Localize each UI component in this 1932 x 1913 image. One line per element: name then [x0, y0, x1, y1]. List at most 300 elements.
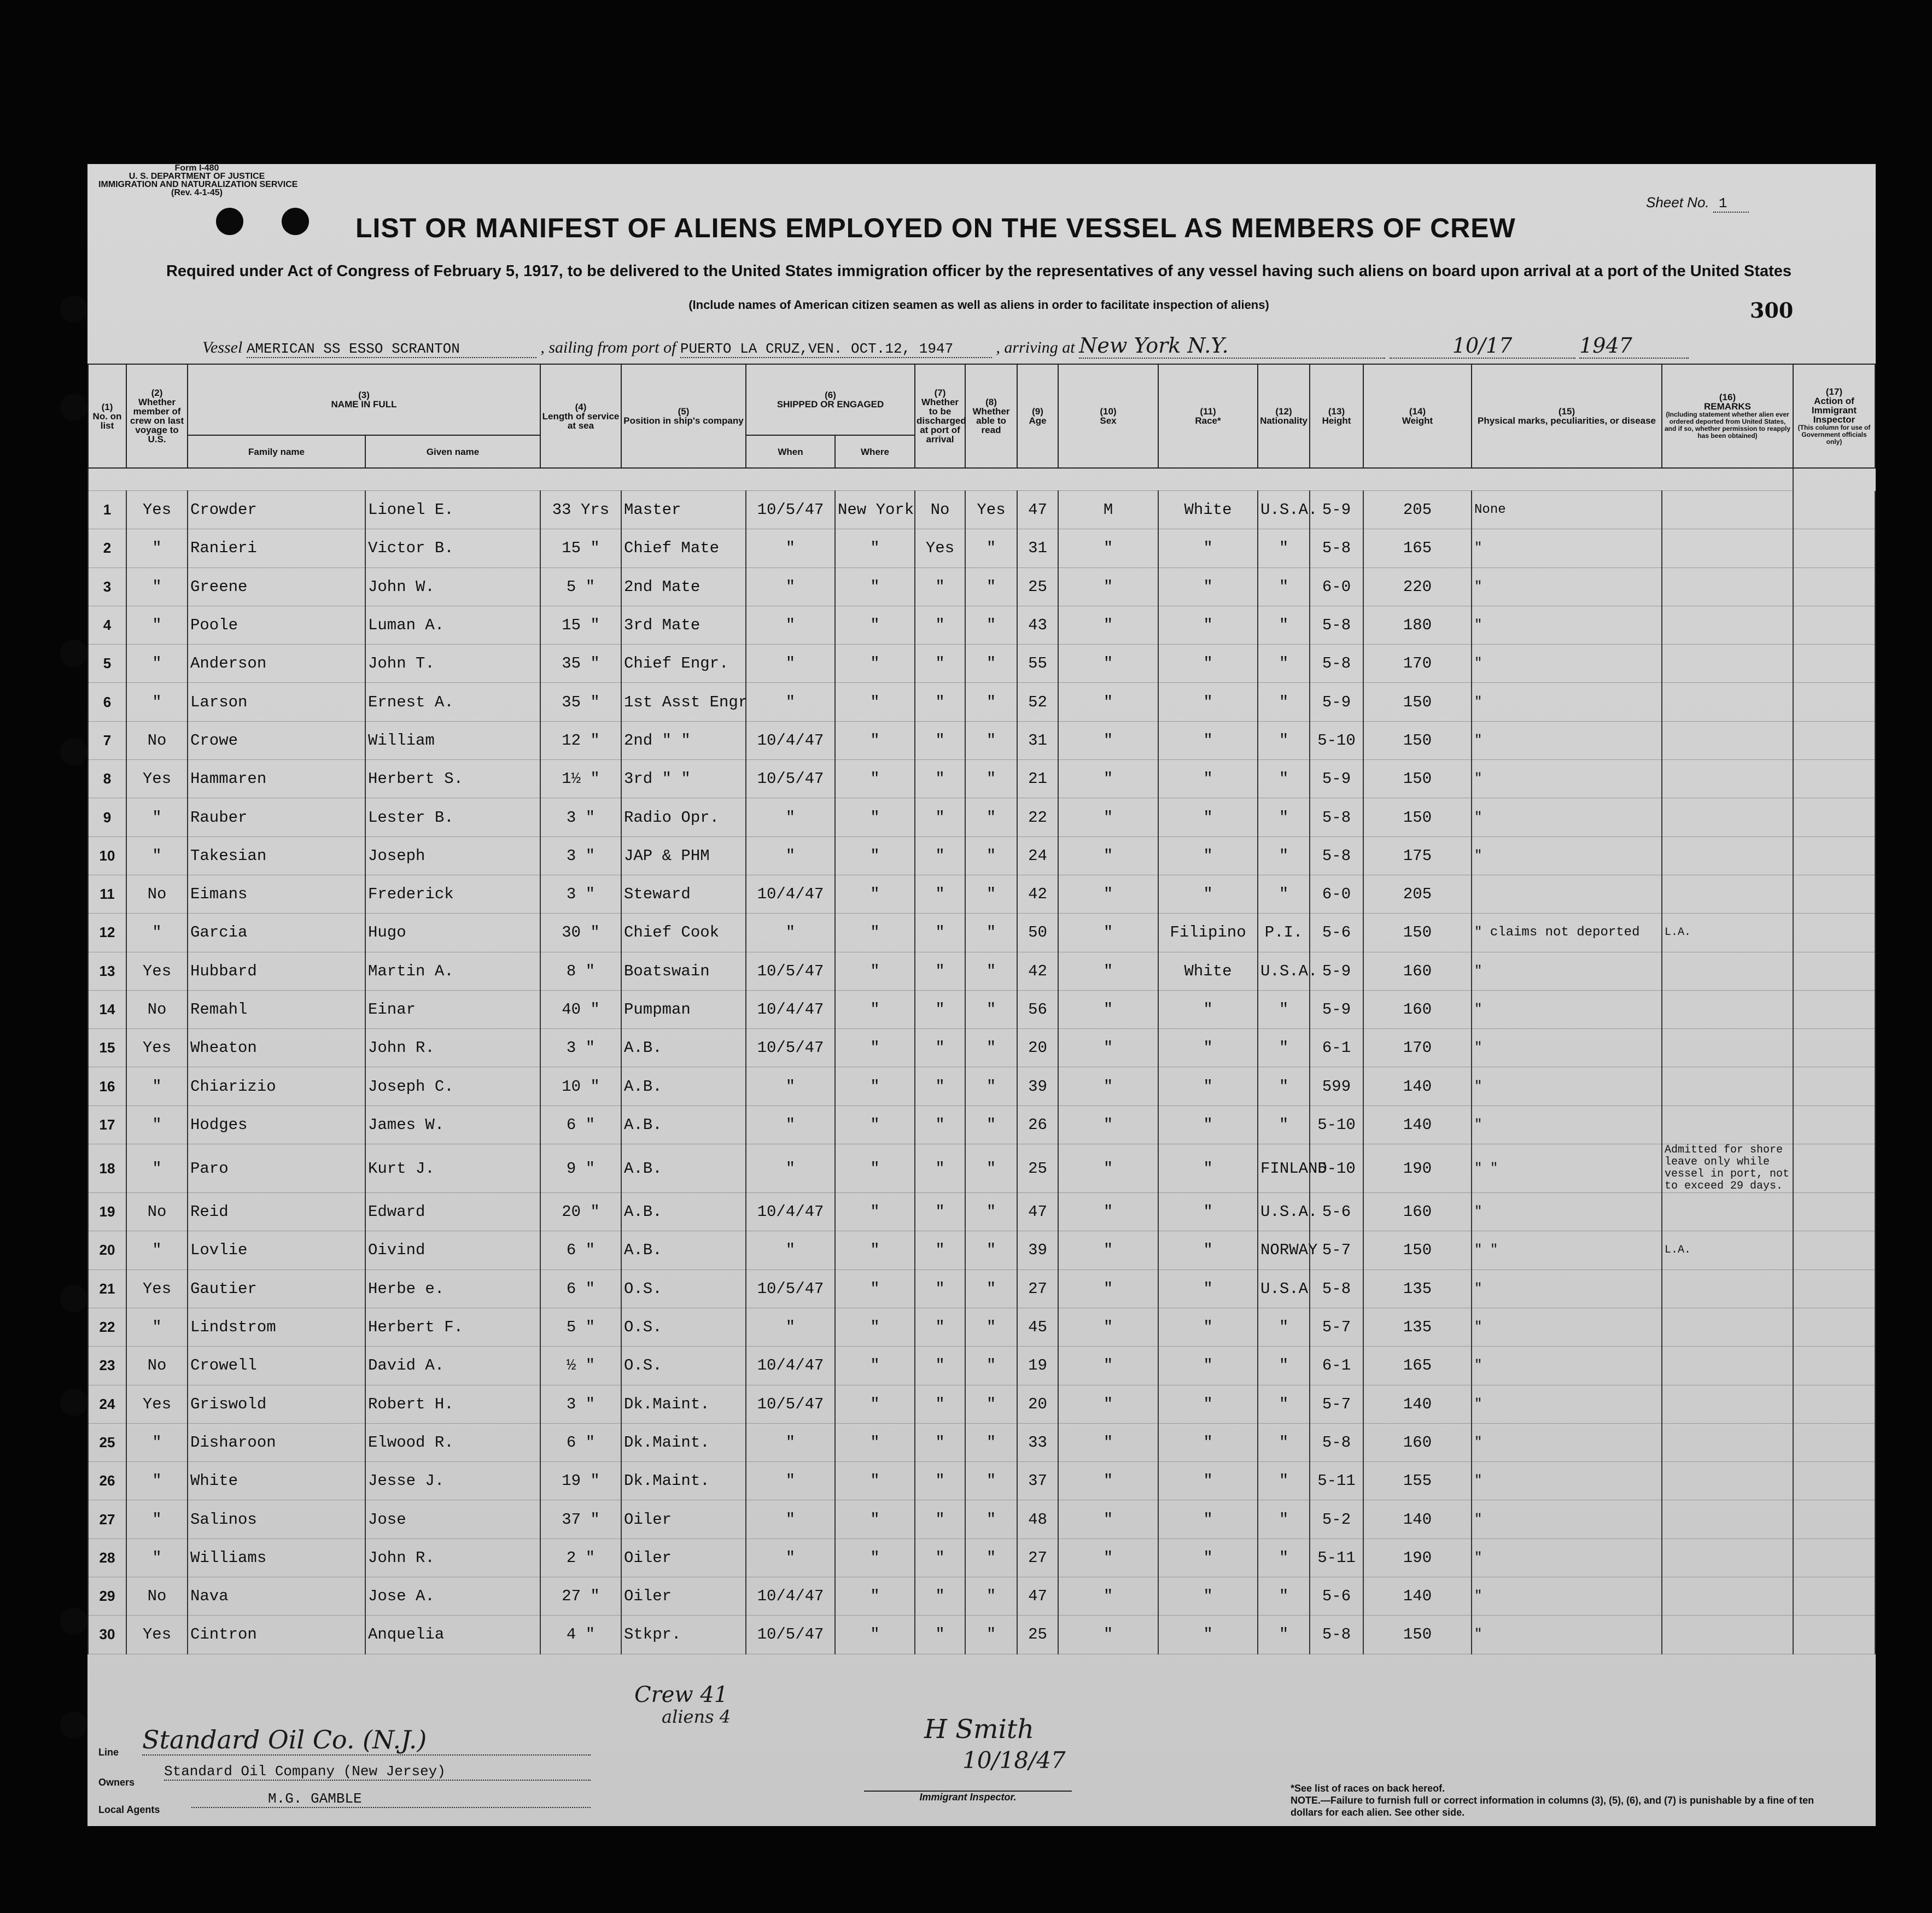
race-cell: " [1158, 1029, 1258, 1067]
remarks-cell [1662, 491, 1793, 529]
inspector-action-cell [1793, 1067, 1875, 1105]
punch-hole [216, 208, 243, 235]
inspector-action-cell [1793, 1231, 1875, 1270]
last-voyage-cell: " [126, 1144, 188, 1193]
table-row [88, 606, 1875, 644]
col-marks: (15) Physical marks, peculiarities, or disease [1472, 364, 1662, 468]
read-cell: " [965, 1462, 1017, 1500]
discharged-cell: " [915, 1144, 965, 1193]
discharged-cell: " [915, 875, 965, 913]
sex-cell: " [1058, 683, 1158, 721]
given-name-cell: Edward [365, 1193, 540, 1231]
shipped-when-cell: 10/5/47 [746, 1270, 835, 1308]
inspector-action-cell [1793, 491, 1875, 529]
nationality-cell: U.S.A. [1258, 952, 1310, 990]
service-cell: 35 " [540, 645, 621, 683]
weight-cell: 150 [1363, 721, 1472, 759]
col-last-voyage: (2) Whether member of crew on last voyage to U.S. [126, 364, 188, 468]
last-voyage-cell: " [126, 1231, 188, 1270]
table-row [88, 568, 1875, 606]
nationality-cell: " [1258, 568, 1310, 606]
weight-cell: 150 [1363, 1616, 1472, 1654]
nationality-cell: " [1258, 529, 1310, 568]
height-cell: 5-8 [1310, 1423, 1363, 1461]
table-row [88, 990, 1875, 1028]
shipped-where-cell: " [835, 606, 915, 644]
shipped-when-cell: " [746, 914, 835, 952]
height-cell: 6-1 [1310, 1029, 1363, 1067]
nationality-cell: " [1258, 1067, 1310, 1105]
service-cell: 8 " [540, 952, 621, 990]
height-cell: 5-9 [1310, 952, 1363, 990]
row-number: 24 [88, 1385, 126, 1423]
col-family-name: Family name [188, 435, 365, 468]
races-note: *See list of races on back hereof. [1291, 1783, 1445, 1794]
last-voyage-cell: " [126, 568, 188, 606]
read-cell: " [965, 1577, 1017, 1616]
race-cell: " [1158, 760, 1258, 798]
requirement-text: Required under Act of Congress of February 5, 1917, to be delivered to the United States immigration officer by the representatives of any vessel having such aliens on board upon arrival at a port of the United States [166, 262, 1792, 280]
given-name-cell: Martin A. [365, 952, 540, 990]
remarks-cell [1662, 952, 1793, 990]
position-cell: O.S. [621, 1308, 746, 1346]
sex-cell: " [1058, 1105, 1158, 1144]
col-age: (9) Age [1017, 364, 1058, 468]
sheet-number-label: Sheet No. [1646, 194, 1709, 210]
sex-cell: " [1058, 721, 1158, 759]
inspector-action-cell [1793, 721, 1875, 759]
table-row [88, 1385, 1875, 1423]
sex-cell: " [1058, 1616, 1158, 1654]
crew-count-note [634, 1684, 731, 1728]
col-when: When [746, 435, 835, 468]
age-cell: 31 [1017, 529, 1058, 568]
marks-cell: " [1472, 1577, 1662, 1616]
age-cell: 33 [1017, 1423, 1058, 1461]
shipped-where-cell: " [835, 1500, 915, 1538]
marks-cell: " [1472, 1500, 1662, 1538]
last-voyage-cell: Yes [126, 1385, 188, 1423]
age-cell: 56 [1017, 990, 1058, 1028]
marks-cell: " [1472, 1105, 1662, 1144]
inspector-action-cell [1793, 952, 1875, 990]
service-cell: 19 " [540, 1462, 621, 1500]
discharged-cell: " [915, 952, 965, 990]
shipped-when-cell: " [746, 1423, 835, 1461]
remarks-cell [1662, 990, 1793, 1028]
nationality-cell: " [1258, 606, 1310, 644]
nationality-cell: " [1258, 990, 1310, 1028]
remarks-cell [1662, 1347, 1793, 1385]
position-cell: Chief Mate [621, 529, 746, 568]
punch-hole [60, 738, 87, 765]
family-name-cell: Lindstrom [188, 1308, 365, 1346]
age-cell: 42 [1017, 875, 1058, 913]
discharged-cell: " [915, 1193, 965, 1231]
shipped-when-cell: 10/4/47 [746, 875, 835, 913]
weight-cell: 165 [1363, 529, 1472, 568]
marks-cell: None [1472, 491, 1662, 529]
discharged-cell: " [915, 1423, 965, 1461]
nationality-cell: " [1258, 1423, 1310, 1461]
table-row [88, 1193, 1875, 1231]
marks-cell: " [1472, 760, 1662, 798]
row-number: 7 [88, 721, 126, 759]
given-name-cell: Joseph C. [365, 1067, 540, 1105]
col-discharged: (7) Whether to be discharged at port of arrival [915, 364, 965, 468]
shipped-where-cell: " [835, 1193, 915, 1231]
family-name-cell: Garcia [188, 914, 365, 952]
form-identifier [98, 163, 298, 197]
marks-cell: " " [1472, 1144, 1662, 1193]
discharged-cell: " [915, 1347, 965, 1385]
last-voyage-cell: " [126, 1538, 188, 1577]
position-cell: Oiler [621, 1500, 746, 1538]
read-cell: " [965, 1105, 1017, 1144]
row-number: 12 [88, 914, 126, 952]
remarks-cell [1662, 1270, 1793, 1308]
remarks-cell [1662, 568, 1793, 606]
sex-cell: " [1058, 1144, 1158, 1193]
penalty-note: NOTE.—Failure to furnish full or correct information in columns (3), (5), (6), and (7) is punishable by a fine of ten dollars for each alien. See other side. [1291, 1795, 1814, 1818]
age-cell: 20 [1017, 1385, 1058, 1423]
remarks-cell [1662, 1385, 1793, 1423]
age-cell: 27 [1017, 1270, 1058, 1308]
height-cell: 5-8 [1310, 1270, 1363, 1308]
inspector-action-cell [1793, 875, 1875, 913]
last-voyage-cell: " [126, 1462, 188, 1500]
marks-cell: " [1472, 798, 1662, 836]
col-inspector: (17) Action of Immigrant Inspector (This column for use of Government officials only) [1793, 364, 1875, 468]
marks-cell: " [1472, 1385, 1662, 1423]
row-number: 22 [88, 1308, 126, 1346]
marks-cell: " [1472, 1423, 1662, 1461]
service-cell: 9 " [540, 1144, 621, 1193]
shipped-where-cell: " [835, 952, 915, 990]
race-cell: " [1158, 1270, 1258, 1308]
inspector-action-cell [1793, 1029, 1875, 1067]
punch-hole [282, 208, 309, 235]
last-voyage-cell: " [126, 1500, 188, 1538]
position-cell: JAP & PHM [621, 836, 746, 875]
discharged-cell: " [915, 1385, 965, 1423]
table-row [88, 529, 1875, 568]
marks-cell: " [1472, 1616, 1662, 1654]
given-name-cell: Herbe e. [365, 1270, 540, 1308]
position-cell: A.B. [621, 1105, 746, 1144]
nationality-cell: " [1258, 1500, 1310, 1538]
shipped-where-cell: " [835, 721, 915, 759]
read-cell: " [965, 1308, 1017, 1346]
position-cell: Steward [621, 875, 746, 913]
discharged-cell: " [915, 645, 965, 683]
service-cell: 15 " [540, 606, 621, 644]
footer-notes [1291, 1782, 1837, 1818]
race-cell: " [1158, 1616, 1258, 1654]
col-nationality: (12) Nationality [1258, 364, 1310, 468]
shipped-where-cell: " [835, 798, 915, 836]
sex-cell: " [1058, 645, 1158, 683]
row-number: 10 [88, 836, 126, 875]
table-row [88, 1500, 1875, 1538]
inspector-action-cell [1793, 1385, 1875, 1423]
family-name-cell: Nava [188, 1577, 365, 1616]
sailing-port: PUERTO LA CRUZ,VEN. OCT.12, 1947 [680, 341, 992, 358]
given-name-cell: Herbert F. [365, 1308, 540, 1346]
col-race: (11) Race* [1158, 364, 1258, 468]
age-cell: 22 [1017, 798, 1058, 836]
inspector-action-cell [1793, 914, 1875, 952]
sheet-number [1646, 194, 1749, 212]
form-number: Form I-480 [174, 163, 219, 173]
given-name-cell: Elwood R. [365, 1423, 540, 1461]
given-name-cell: Einar [365, 990, 540, 1028]
marks-cell: " " [1472, 1231, 1662, 1270]
col-read: (8) Whether able to read [965, 364, 1017, 468]
shipped-where-cell: " [835, 1385, 915, 1423]
given-name-cell: Jose A. [365, 1577, 540, 1616]
shipped-when-cell: " [746, 568, 835, 606]
inspector-action-cell [1793, 683, 1875, 721]
family-name-cell: Crowell [188, 1347, 365, 1385]
weight-cell: 160 [1363, 952, 1472, 990]
race-cell: " [1158, 721, 1258, 759]
table-row [88, 875, 1875, 913]
race-cell: " [1158, 1144, 1258, 1193]
shipped-when-cell: " [746, 1538, 835, 1577]
read-cell: " [965, 1193, 1017, 1231]
race-cell: " [1158, 1067, 1258, 1105]
read-cell: " [965, 1423, 1017, 1461]
weight-cell: 150 [1363, 1231, 1472, 1270]
last-voyage-cell: " [126, 914, 188, 952]
sex-cell: " [1058, 1067, 1158, 1105]
shipped-when-cell: 10/5/47 [746, 952, 835, 990]
last-voyage-cell: No [126, 1193, 188, 1231]
table-row [88, 1144, 1875, 1193]
last-voyage-cell: Yes [126, 1616, 188, 1654]
given-name-cell: Herbert S. [365, 760, 540, 798]
race-cell: " [1158, 1538, 1258, 1577]
discharged-cell: " [915, 836, 965, 875]
position-cell: A.B. [621, 1231, 746, 1270]
alien-count: aliens 4 [662, 1706, 731, 1727]
remarks-cell [1662, 1105, 1793, 1144]
height-cell: 5-6 [1310, 1577, 1363, 1616]
service-cell: 6 " [540, 1270, 621, 1308]
arrival-year: 1947 [1579, 334, 1689, 359]
position-cell: O.S. [621, 1347, 746, 1385]
service-cell: 4 " [540, 1616, 621, 1654]
vessel-name: AMERICAN SS ESSO SCRANTON [247, 341, 536, 358]
nationality-cell: " [1258, 1577, 1310, 1616]
read-cell: " [965, 1500, 1017, 1538]
sex-cell: " [1058, 760, 1158, 798]
row-number: 27 [88, 1500, 126, 1538]
read-cell: " [965, 1067, 1017, 1105]
height-cell: 6-0 [1310, 875, 1363, 913]
row-number: 9 [88, 798, 126, 836]
height-cell: 5-9 [1310, 760, 1363, 798]
inspector-action-cell [1793, 645, 1875, 683]
punch-hole [60, 394, 87, 421]
sex-cell: " [1058, 1500, 1158, 1538]
weight-cell: 190 [1363, 1144, 1472, 1193]
given-name-cell: Luman A. [365, 606, 540, 644]
form-revision: (Rev. 4-1-45) [171, 188, 223, 197]
col-service: (4) Length of service at sea [540, 364, 621, 468]
weight-cell: 150 [1363, 760, 1472, 798]
marks-cell: " [1472, 952, 1662, 990]
read-cell: Yes [965, 491, 1017, 529]
age-cell: 42 [1017, 952, 1058, 990]
sex-cell: " [1058, 606, 1158, 644]
read-cell: " [965, 1231, 1017, 1270]
inspector-signature: H Smith [924, 1714, 1035, 1745]
shipped-where-cell: " [835, 1144, 915, 1193]
inspector-date: 10/18/47 [962, 1747, 1066, 1774]
marks-cell: " claims not deported [1472, 914, 1662, 952]
given-name-cell: Jesse J. [365, 1462, 540, 1500]
col-weight: (14) Weight [1363, 364, 1472, 468]
race-cell: " [1158, 645, 1258, 683]
stamp-number: 300 [1750, 298, 1794, 323]
sex-cell: " [1058, 1231, 1158, 1270]
remarks-cell [1662, 1193, 1793, 1231]
marks-cell: " [1472, 568, 1662, 606]
weight-cell: 150 [1363, 914, 1472, 952]
read-cell: " [965, 1538, 1017, 1577]
table-row [88, 1308, 1875, 1346]
position-cell: 1st Asst Engr [621, 683, 746, 721]
shipped-where-cell: " [835, 1538, 915, 1577]
last-voyage-cell: Yes [126, 1029, 188, 1067]
sex-cell: " [1058, 914, 1158, 952]
service-cell: 5 " [540, 568, 621, 606]
punch-hole [60, 1711, 87, 1739]
inspector-action-cell [1793, 836, 1875, 875]
position-cell: Oiler [621, 1577, 746, 1616]
discharged-cell: " [915, 721, 965, 759]
weight-cell: 180 [1363, 606, 1472, 644]
age-cell: 39 [1017, 1067, 1058, 1105]
given-name-cell: Robert H. [365, 1385, 540, 1423]
inspector-action-cell [1793, 1500, 1875, 1538]
remarks-cell [1662, 875, 1793, 913]
table-row [88, 683, 1875, 721]
race-cell: " [1158, 990, 1258, 1028]
row-number: 19 [88, 1193, 126, 1231]
remarks-cell [1662, 1423, 1793, 1461]
shipped-where-cell: " [835, 645, 915, 683]
remarks-cell [1662, 836, 1793, 875]
inspector-action-cell [1793, 1616, 1875, 1654]
sex-cell: M [1058, 491, 1158, 529]
weight-cell: 135 [1363, 1270, 1472, 1308]
shipped-when-cell: " [746, 836, 835, 875]
shipped-when-cell: 10/5/47 [746, 1616, 835, 1654]
last-voyage-cell: No [126, 875, 188, 913]
shipped-where-cell: " [835, 529, 915, 568]
last-voyage-cell: " [126, 1423, 188, 1461]
remarks-cell [1662, 1067, 1793, 1105]
sex-cell: " [1058, 1462, 1158, 1500]
service-cell: 20 " [540, 1193, 621, 1231]
read-cell: " [965, 645, 1017, 683]
height-cell: 5-8 [1310, 798, 1363, 836]
nationality-cell: U.S.A [1258, 1270, 1310, 1308]
sex-cell: " [1058, 1385, 1158, 1423]
last-voyage-cell: " [126, 606, 188, 644]
last-voyage-cell: No [126, 1577, 188, 1616]
discharged-cell: Yes [915, 529, 965, 568]
nationality-cell: " [1258, 1538, 1310, 1577]
discharged-cell: " [915, 568, 965, 606]
given-name-cell: William [365, 721, 540, 759]
position-cell: Pumpman [621, 990, 746, 1028]
position-cell: Radio Opr. [621, 798, 746, 836]
family-name-cell: Larson [188, 683, 365, 721]
service-cell: 6 " [540, 1231, 621, 1270]
weight-cell: 140 [1363, 1385, 1472, 1423]
age-cell: 50 [1017, 914, 1058, 952]
height-cell: 5-9 [1310, 683, 1363, 721]
inspector-action-cell [1793, 990, 1875, 1028]
remarks-cell [1662, 1462, 1793, 1500]
table-row [88, 1270, 1875, 1308]
table-row [88, 836, 1875, 875]
discharged-cell: " [915, 1616, 965, 1654]
race-cell: White [1158, 952, 1258, 990]
shipped-when-cell: " [746, 1105, 835, 1144]
height-cell: 5-7 [1310, 1231, 1363, 1270]
last-voyage-cell: Yes [126, 491, 188, 529]
age-cell: 47 [1017, 1193, 1058, 1231]
weight-cell: 140 [1363, 1577, 1472, 1616]
shipped-when-cell: " [746, 1462, 835, 1500]
family-name-cell: Ranieri [188, 529, 365, 568]
given-name-cell: Victor B. [365, 529, 540, 568]
last-voyage-cell: Yes [126, 952, 188, 990]
inspector-action-cell [1793, 1308, 1875, 1346]
family-name-cell: Hubbard [188, 952, 365, 990]
height-cell: 5-7 [1310, 1308, 1363, 1346]
inspector-action-cell [1793, 1577, 1875, 1616]
race-cell: " [1158, 1347, 1258, 1385]
discharged-cell: " [915, 683, 965, 721]
discharged-cell: " [915, 1500, 965, 1538]
height-cell: 5-8 [1310, 645, 1363, 683]
age-cell: 25 [1017, 568, 1058, 606]
row-number: 20 [88, 1231, 126, 1270]
inspector-action-cell [1793, 1270, 1875, 1308]
punch-hole [60, 295, 87, 323]
race-cell: " [1158, 1308, 1258, 1346]
shipped-when-cell: " [746, 683, 835, 721]
weight-cell: 160 [1363, 990, 1472, 1028]
nationality-cell: " [1258, 1462, 1310, 1500]
row-number: 2 [88, 529, 126, 568]
given-name-cell: Lionel E. [365, 491, 540, 529]
race-cell: " [1158, 1105, 1258, 1144]
remarks-cell [1662, 1538, 1793, 1577]
shipped-where-cell: New York [835, 491, 915, 529]
race-cell: " [1158, 836, 1258, 875]
last-voyage-cell: No [126, 721, 188, 759]
position-cell: 2nd " " [621, 721, 746, 759]
given-name-cell: Jose [365, 1500, 540, 1538]
age-cell: 52 [1017, 683, 1058, 721]
